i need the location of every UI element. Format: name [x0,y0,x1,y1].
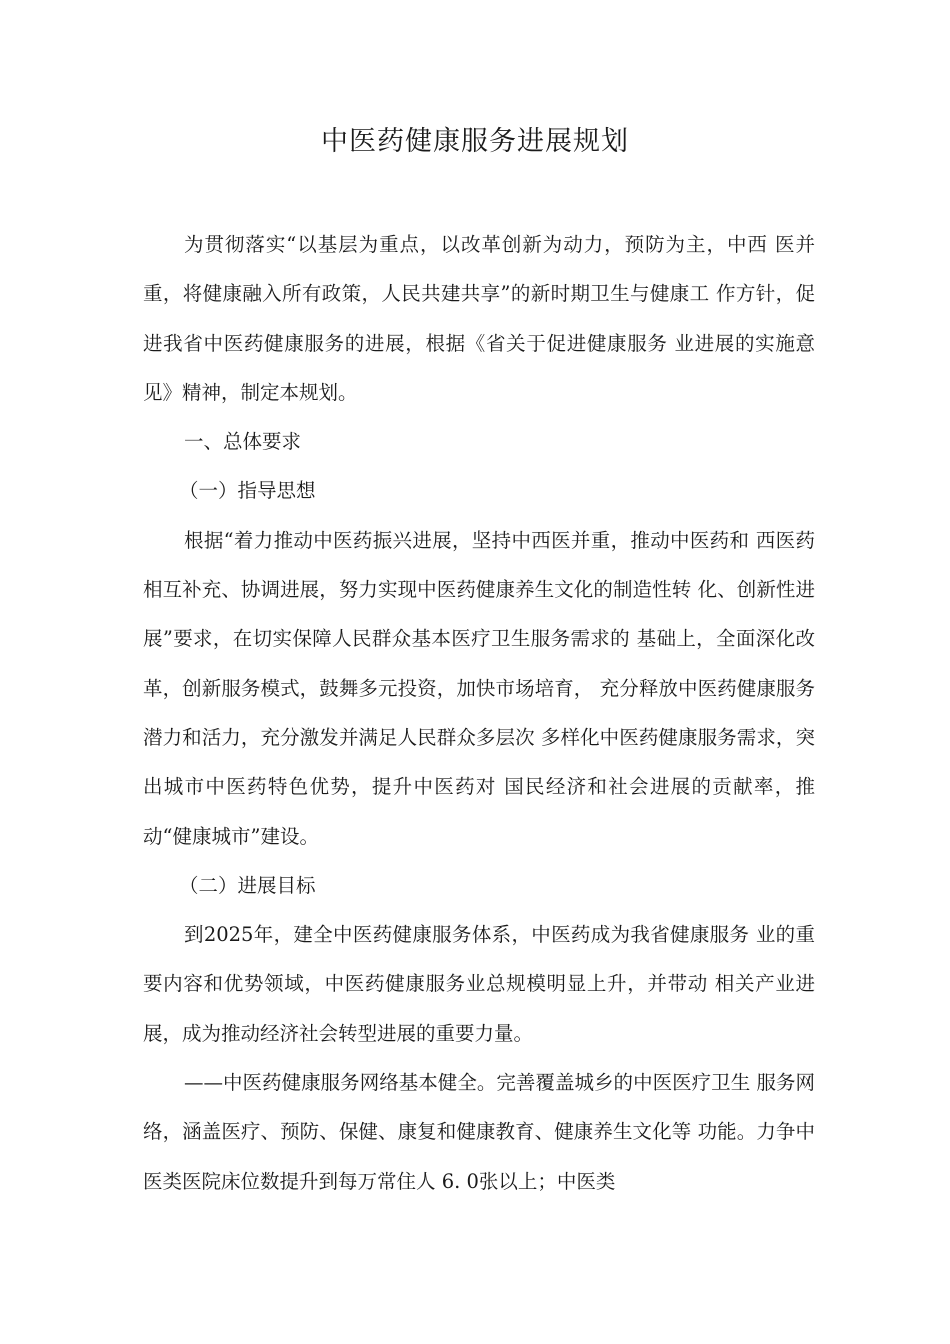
document-body [143,220,815,1206]
subsection-heading-development-goals: （二）进展目标 [179,873,316,897]
paragraph-guiding-ideology: 根据“着力推动中医药振兴进展，坚持中西医并重，推动中医药和 西医药相互补充、协调进展，努力实现中医药健康养生文化的制造性转 化、创新性进展”要求，在切实保障人民群众基本医疗卫生服务需求的 基础上，全面深化改革，创新服务模式，鼓舞多元投资，加快市场培育， 充分释放中医药健康服务潜力和活力，充分激发并满足人民群众多层次 多样化中医药健康服务需求，突出城市中医药特色优势，提升中医药对 国民经济和社会进展的贡献率，推动“健康城市”建设。 [143,528,815,848]
section-heading-general-requirements: 一、总体要求 [184,430,302,454]
paragraph-service-network: ——中医药健康服务网络基本健全。完善覆盖城乡的中医医疗卫生 服务网络，涵盖医疗、预防、保健、康复和健康教育、健康养生文化等 功能。力争中医类医院床位数提升到每万常住人 6. 0张以上；中医类 [143,1071,815,1193]
paragraph-goals-2025: 到2025年，建全中医药健康服务体系，中医药成为我省健康服务 业的重要内容和优势领域，中医药健康服务业总规模明显上升，并带动 相关产业进展，成为推动经济社会转型进展的重要力量。 [143,923,815,1045]
paragraph-intro: 为贯彻落实“以基层为重点，以改革创新为动力，预防为主，中西 医并重，将健康融入所有政策，人民共建共享”的新时期卫生与健康工 作方针，促进我省中医药健康服务的进展，根据《省关于促进健康服务 业进展的实施意见》精神，制定本规划。 [143,233,815,404]
subsection-heading-guiding-ideology: （一）指导思想 [179,479,316,503]
document-title: 中医药健康服务进展规划 [321,126,629,157]
